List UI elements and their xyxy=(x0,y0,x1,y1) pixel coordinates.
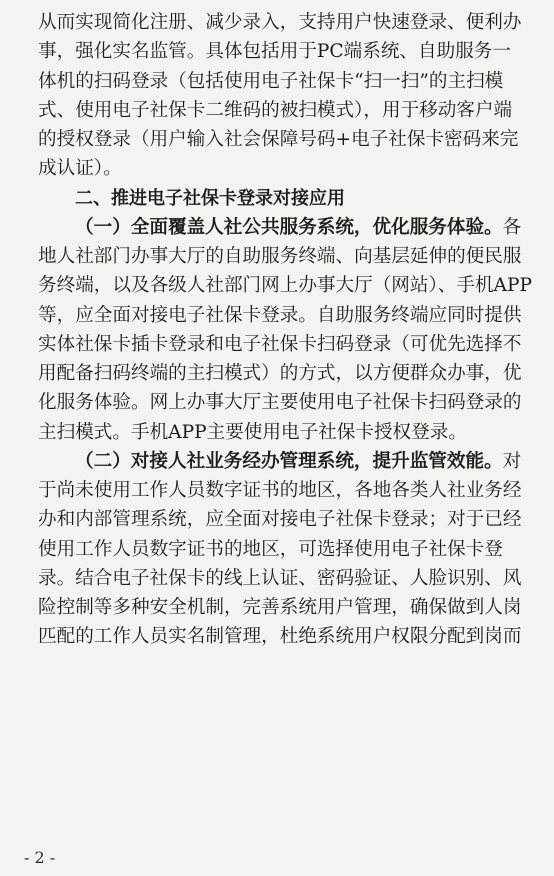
body-line: 式、使用电子社保卡二维码的被扫模式），用于移动客户端 xyxy=(38,99,513,121)
body-line: 于尚未使用工作人员数字证书的地区，各地各类人社业务经 xyxy=(38,480,522,501)
body-line: 体机的扫码登录（包括使用电子社保卡“扫一扫”的主扫模 xyxy=(38,70,504,92)
paragraph-lead-line xyxy=(38,447,520,476)
section-heading: 二、推进电子社保卡登录对接应用 xyxy=(75,187,345,209)
paragraph-lead-line xyxy=(38,213,520,242)
paragraph-lead-rest: 各 xyxy=(502,216,522,238)
body-line: 使用工作人员数字证书的地区，可选择使用电子社保卡登 xyxy=(38,538,503,560)
body-line: 的授权登录（用户输入社会保障号码+电子社保卡密码来完 xyxy=(38,129,519,150)
document-body xyxy=(38,8,532,652)
body-line: 务终端，以及各级人社部门网上办事大厅（网站）、手机APP xyxy=(38,275,532,297)
body-line: 成认证）。 xyxy=(38,158,122,180)
body-line: 主扫模式。手机APP主要使用电子社保卡授权登录。 xyxy=(38,421,467,443)
body-line: 录。结合电子社保卡的线上认证、密码验证、人脸识别、风 xyxy=(38,567,522,589)
body-line: 化服务体验。网上办事大厅主要使用电子社保卡扫码登录的 xyxy=(38,392,522,414)
body-line: 用配备扫码终端的主扫模式）的方式，以方便群众办事，优 xyxy=(38,363,522,384)
body-line: 事，强化实名监管。具体包括用于PC端系统、自助服务一 xyxy=(38,41,511,63)
body-line: 匹配的工作人员实名制管理，杜绝系统用户权限分配到岗而 xyxy=(38,626,522,648)
paragraph-lead-rest: 对 xyxy=(502,450,522,472)
paragraph-lead: （一）全面覆盖人社公共服务系统，优化服务体验。 xyxy=(75,216,503,238)
body-line: 实体社保卡插卡登录和电子社保卡扫码登录（可优先选择不 xyxy=(38,333,522,355)
body-line: 地人社部门办事大厅的自助服务终端、向基层延伸的便民服 xyxy=(38,246,522,267)
body-line: 险控制等多种安全机制，完善系统用户管理，确保做到人岗 xyxy=(38,597,522,618)
paragraph-lead: （二）对接人社业务经办管理系统，提升监管效能。 xyxy=(75,450,503,472)
body-line: 从而实现简化注册、减少录入，支持用户快速登录、便利办 xyxy=(38,12,522,33)
page-number: - 2 - xyxy=(24,848,56,867)
body-line: 等，应全面对接电子社保卡登录。自助服务终端应同时提供 xyxy=(38,304,522,326)
body-line: 办和内部管理系统，应全面对接电子社保卡登录；对于已经 xyxy=(38,509,522,531)
